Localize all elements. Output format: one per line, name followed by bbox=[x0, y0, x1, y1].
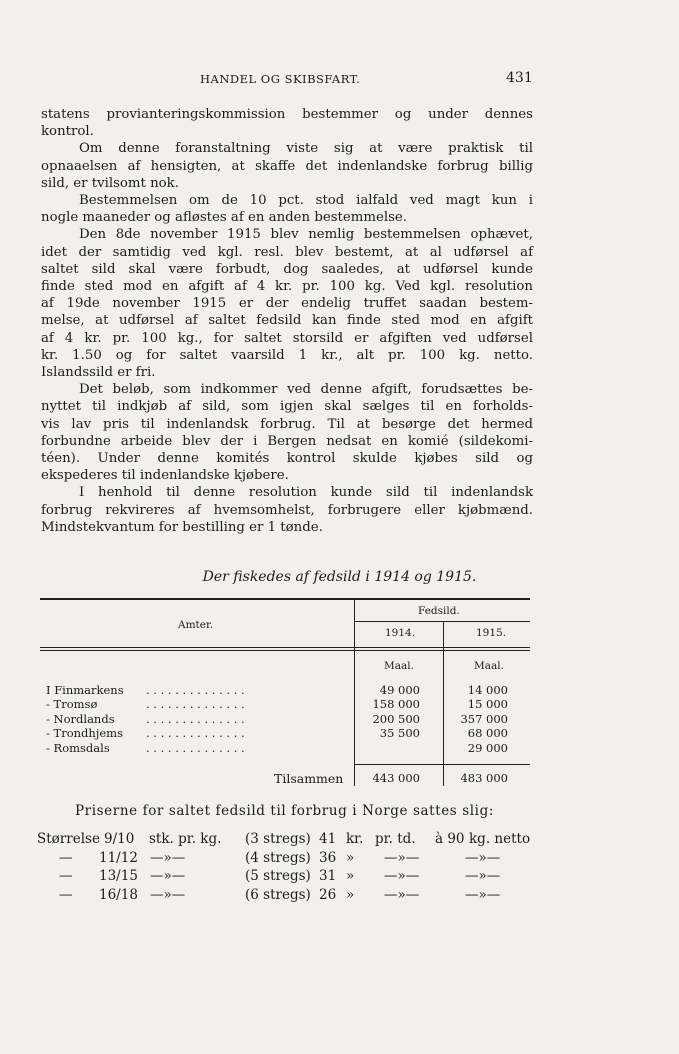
price-cell-c9: —»— bbox=[465, 849, 501, 866]
col-rule-2 bbox=[443, 622, 444, 786]
total-1915: 483 000 bbox=[460, 771, 508, 785]
row-1915: 357 000 bbox=[460, 711, 508, 726]
price-cell-c5: 41 bbox=[319, 831, 337, 847]
text-line: kontrol. bbox=[41, 124, 94, 140]
row-leader-dots: . . . . . . . . . . . . . . bbox=[146, 726, 245, 741]
text-line: forbrug rekvireres af hvemsomhelst, forbrugere eller kjøbmænd. bbox=[41, 502, 533, 518]
row-name: I Finmarkens bbox=[46, 683, 124, 697]
price-cell-c3: —»— bbox=[150, 849, 186, 866]
text-line: nogle maaneder og afløstes af en anden bestemmelse. bbox=[41, 210, 407, 226]
price-cell-c9: kg. netto bbox=[469, 831, 531, 847]
price-cell-c4: (3 stregs) bbox=[245, 831, 311, 847]
row-name: - Romsdals bbox=[46, 740, 110, 755]
row-name: - Nordlands bbox=[46, 711, 115, 726]
total-label: Tilsammen bbox=[274, 771, 344, 786]
text-line: I henhold til denne resolution kunde sild til indenlandsk bbox=[79, 485, 533, 501]
price-cell-c5: 36 bbox=[319, 849, 337, 866]
price-cell-c9: —»— bbox=[465, 886, 501, 903]
row-1915: 15 000 bbox=[467, 697, 508, 712]
price-cell-c5: 26 bbox=[319, 886, 337, 903]
price-cell-c8: à 90 bbox=[435, 831, 465, 847]
text-line: saltet sild skal være forbudt, dog saaledes, at udførsel kunde bbox=[41, 261, 533, 277]
price-row bbox=[37, 831, 537, 849]
text-line: melse, at udførsel af saltet fedsild kan finde sted mod en afgift bbox=[41, 313, 533, 329]
row-1915: 68 000 bbox=[467, 726, 508, 741]
text-line: sild, er tvilsomt nok. bbox=[41, 175, 179, 191]
body-text bbox=[41, 106, 533, 536]
text-line: kr. 1.50 og for saltet vaarsild 1 kr., alt pr. 100 kg. netto. bbox=[41, 347, 533, 363]
text-line: nyttet til indkjøb af sild, som igjen skal sælges til en forholds- bbox=[41, 399, 533, 415]
row-leader-dots: . . . . . . . . . . . . . . bbox=[146, 697, 245, 712]
row-1915: 14 000 bbox=[467, 683, 508, 697]
price-cell-c2: 11/12 bbox=[99, 849, 138, 866]
price-cell-c3: —»— bbox=[150, 868, 186, 884]
price-row bbox=[37, 887, 537, 905]
text-line: ekspederes til indenlandske kjøbere. bbox=[41, 468, 289, 484]
table-caption: Der fiskedes af fedsild i 1914 og 1915. bbox=[202, 569, 477, 585]
unit-1914: Maal. bbox=[384, 660, 414, 672]
running-header: HANDEL OG SKIBSFART. bbox=[200, 72, 361, 86]
row-leader-dots: . . . . . . . . . . . . . . bbox=[146, 740, 245, 755]
text-line: opnaaelsen af hensigten, at skaffe det indenlandske forbrug billig bbox=[41, 158, 533, 174]
price-cell-c2: 16/18 bbox=[99, 886, 138, 903]
row-name: - Tromsø bbox=[46, 697, 98, 712]
price-cell-c1: — bbox=[59, 849, 73, 866]
page-number: 431 bbox=[506, 70, 533, 86]
row-name: - Trondhjems bbox=[46, 726, 123, 741]
text-line: Islandssild er fri. bbox=[41, 365, 156, 381]
price-row bbox=[37, 850, 537, 868]
fedsild-header: Fedsild. bbox=[418, 605, 460, 617]
price-cell-c7: —»— bbox=[384, 886, 420, 903]
text-line: Mindstekvantum for bestilling er 1 tønde. bbox=[41, 519, 323, 535]
row-leader-dots: . . . . . . . . . . . . . . bbox=[146, 711, 245, 726]
price-cell-c3: stk. pr. kg. bbox=[149, 831, 222, 847]
text-line: Om denne foranstaltning viste sig at være praktisk til bbox=[79, 141, 533, 157]
table-header-rule-2 bbox=[40, 650, 530, 651]
text-line: statens provianteringskommission bestemmer og under dennes bbox=[41, 107, 533, 122]
row-1914: 35 500 bbox=[379, 726, 420, 741]
year-1915: 1915. bbox=[476, 627, 507, 639]
row-1914: 49 000 bbox=[379, 683, 420, 697]
price-cell-c6: » bbox=[346, 886, 355, 903]
table-top-rule bbox=[40, 598, 530, 600]
price-cell-c1: — bbox=[59, 868, 73, 884]
row-1915: 29 000 bbox=[467, 740, 508, 755]
text-line: forbundne arbeide blev der i Bergen nedsat en komié (sildekomi- bbox=[41, 433, 533, 449]
prices-intro: Priserne for saltet fedsild til forbrug i Norge sattes slig: bbox=[75, 803, 494, 819]
price-cell-c9: —»— bbox=[465, 868, 501, 884]
price-cell-c6: kr. bbox=[346, 831, 364, 847]
price-cell-c4: (5 stregs) bbox=[245, 868, 311, 884]
text-line: Den 8de november 1915 blev nemlig bestemmelsen ophævet, bbox=[79, 227, 533, 243]
price-cell-c6: » bbox=[346, 849, 355, 866]
price-cell-c7: —»— bbox=[384, 868, 420, 884]
col-rule-1 bbox=[354, 600, 355, 786]
text-line: af 4 kr. pr. 100 kg., for saltet storsild er afgiften ved udførsel bbox=[41, 330, 533, 346]
table-header-rule bbox=[40, 647, 530, 648]
price-cell-c2: 13/15 bbox=[99, 868, 138, 884]
price-cell-c1: Størrelse bbox=[37, 831, 100, 847]
price-cell-c6: » bbox=[346, 868, 355, 884]
text-line: af 19de november 1915 er der endelig truffet saadan bestem- bbox=[41, 296, 533, 312]
price-cell-c5: 31 bbox=[319, 868, 337, 884]
price-cell-c3: —»— bbox=[150, 886, 186, 903]
text-line: idet der samtidig ved kgl. resl. blev bestemt, at al udførsel af bbox=[41, 244, 533, 260]
amter-header: Amter. bbox=[178, 619, 214, 631]
price-cell-c1: — bbox=[59, 886, 73, 903]
price-cell-c7: pr. td. bbox=[375, 831, 416, 847]
price-cell-c2: 9/10 bbox=[104, 831, 135, 847]
text-line: finde sted mod en afgift af 4 kr. pr. 100 kg. Ved kgl. resolution bbox=[41, 279, 533, 295]
unit-1915: Maal. bbox=[474, 660, 504, 672]
price-cell-c4: (4 stregs) bbox=[245, 849, 311, 866]
row-1914: 200 500 bbox=[372, 711, 420, 726]
text-line: téen). Under denne komités kontrol skulde kjøbes sild og bbox=[41, 451, 533, 467]
text-line: Bestemmelsen om de 10 pct. stod ialfald ved magt kun i bbox=[79, 193, 533, 209]
year-1914: 1914. bbox=[385, 627, 416, 639]
price-cell-c7: —»— bbox=[384, 849, 420, 866]
price-cell-c4: (6 stregs) bbox=[245, 886, 311, 903]
price-row bbox=[37, 868, 537, 886]
total-1914: 443 000 bbox=[372, 771, 420, 785]
text-line: Det beløb, som indkommer ved denne afgift, forudsættes be- bbox=[79, 382, 533, 398]
row-1914: 158 000 bbox=[372, 697, 420, 712]
row-leader-dots: . . . . . . . . . . . . . . bbox=[146, 683, 245, 697]
text-line: vis lav pris til indenlandsk forbrug. Til at besørge det hermed bbox=[41, 416, 533, 432]
total-rule bbox=[355, 764, 530, 765]
